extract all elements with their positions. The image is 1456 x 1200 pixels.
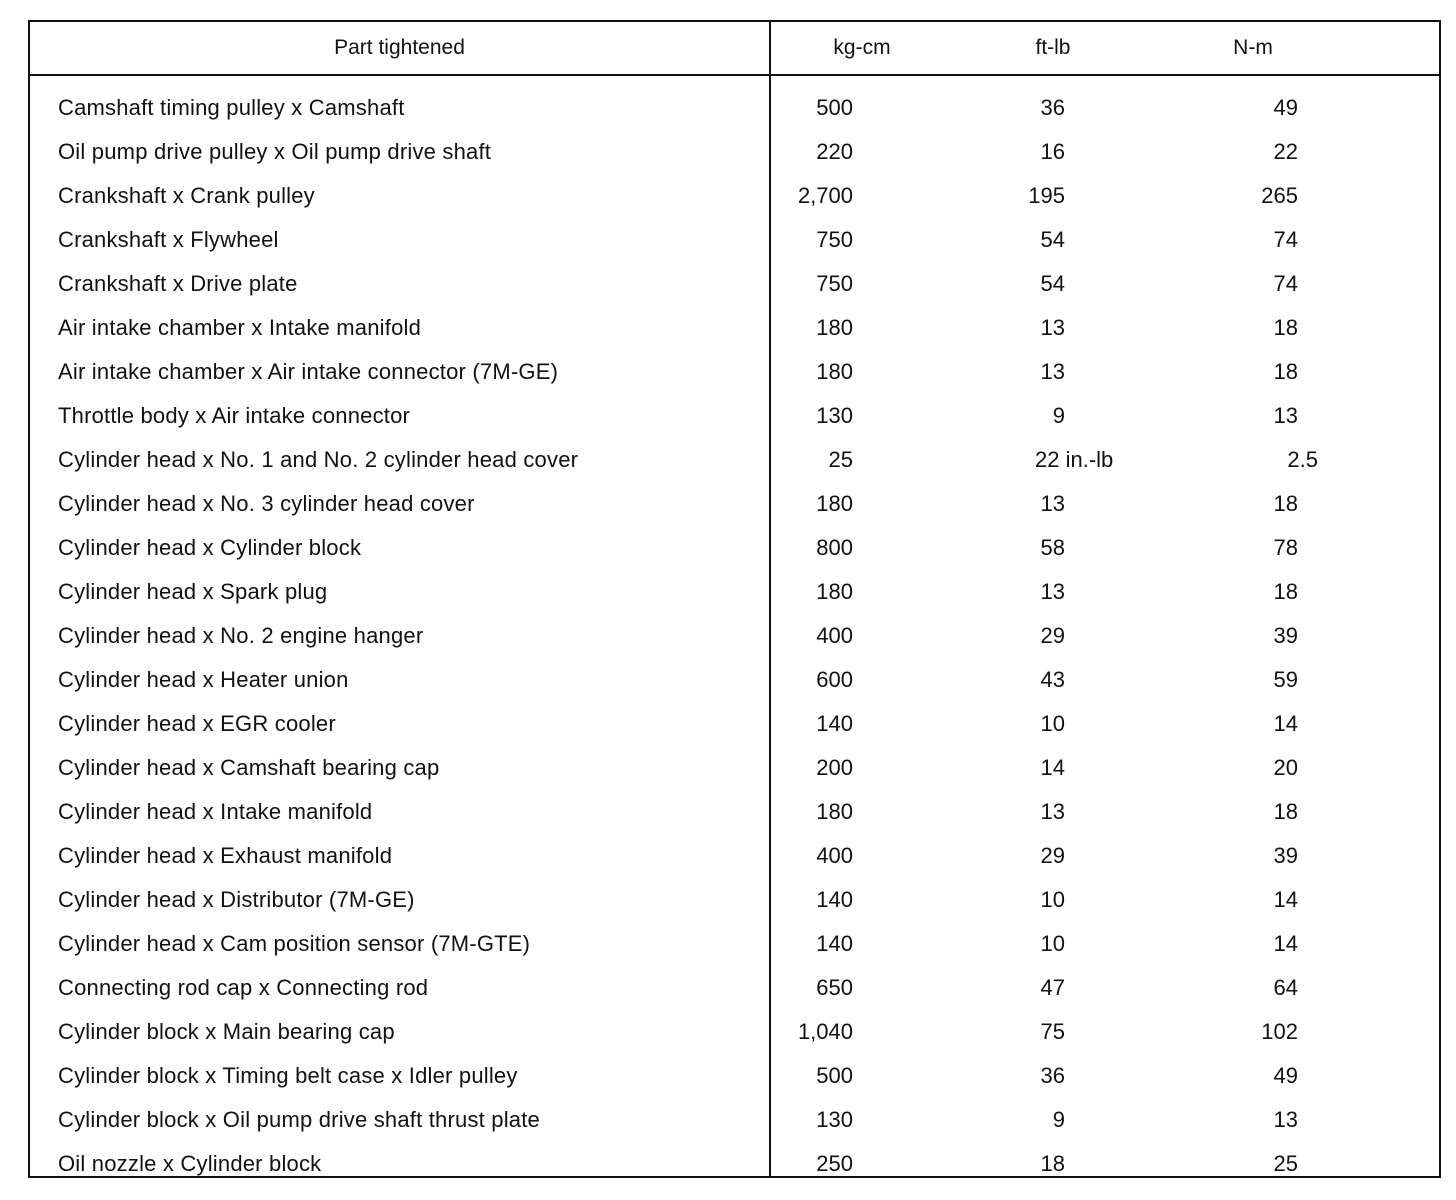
table-row	[30, 790, 1439, 834]
table-row	[30, 746, 1439, 790]
part-tightened-cell: Connecting rod cap x Connecting rod	[58, 975, 429, 1000]
n-m-cell: 20	[1273, 755, 1298, 780]
table-row	[30, 1010, 1439, 1054]
table-row	[30, 526, 1439, 570]
n-m-cell: 14	[1273, 931, 1298, 956]
ft-lb-cell: 9	[1052, 1107, 1065, 1132]
ft-lb-cell: 10	[1040, 931, 1065, 956]
part-tightened-cell: Oil pump drive pulley x Oil pump drive shaft	[58, 139, 492, 164]
header-n-m: N-m	[1233, 36, 1273, 59]
kg-cm-cell: 180	[816, 579, 853, 604]
header-divider	[30, 74, 1439, 76]
n-m-cell: 39	[1273, 623, 1298, 648]
ft-lb-cell: 9	[1052, 403, 1065, 428]
kg-cm-cell: 800	[816, 535, 853, 560]
kg-cm-cell: 2,700	[797, 183, 853, 208]
part-tightened-cell: Cylinder head x Cylinder block	[58, 535, 362, 560]
part-tightened-cell: Cylinder head x No. 1 and No. 2 cylinder head cover	[58, 447, 579, 472]
ft-lb-cell: 58	[1040, 535, 1065, 560]
part-tightened-cell: Cylinder block x Main bearing cap	[58, 1019, 395, 1044]
part-tightened-cell: Camshaft timing pulley x Camshaft	[58, 95, 405, 120]
table-row	[30, 834, 1439, 878]
header-kg-cm: kg-cm	[833, 36, 891, 59]
part-tightened-cell: Cylinder head x Cam position sensor (7M-GTE)	[58, 931, 531, 956]
kg-cm-cell: 130	[816, 1107, 853, 1132]
ft-lb-cell: 47	[1040, 975, 1065, 1000]
part-tightened-cell: Cylinder block x Oil pump drive shaft thrust plate	[58, 1107, 540, 1132]
kg-cm-cell: 180	[816, 359, 853, 384]
ft-lb-cell: 13	[1040, 315, 1065, 340]
n-m-cell: 18	[1273, 315, 1298, 340]
table-row	[30, 306, 1439, 350]
part-tightened-cell: Cylinder head x Distributor (7M-GE)	[58, 887, 415, 912]
table-row	[30, 394, 1439, 438]
table-row	[30, 218, 1439, 262]
ft-lb-cell: 36	[1040, 95, 1065, 120]
kg-cm-cell: 220	[816, 139, 853, 164]
n-m-cell: 2.5	[1287, 447, 1318, 472]
ft-lb-cell: 10	[1040, 711, 1065, 736]
part-tightened-cell: Air intake chamber x Air intake connector (7M-GE)	[58, 359, 559, 384]
n-m-cell: 14	[1273, 711, 1298, 736]
table-row	[30, 966, 1439, 1010]
kg-cm-cell: 600	[816, 667, 853, 692]
part-tightened-cell: Air intake chamber x Intake manifold	[58, 315, 422, 340]
n-m-cell: 13	[1273, 1107, 1298, 1132]
ft-lb-cell: 29	[1040, 623, 1065, 648]
n-m-cell: 102	[1261, 1019, 1298, 1044]
header-ft-lb: ft-lb	[1035, 36, 1071, 59]
ft-lb-cell: 10	[1040, 887, 1065, 912]
kg-cm-cell: 140	[816, 711, 853, 736]
kg-cm-cell: 180	[816, 799, 853, 824]
table-row	[30, 174, 1439, 218]
part-tightened-cell: Throttle body x Air intake connector	[58, 403, 411, 428]
n-m-cell: 18	[1273, 799, 1298, 824]
table-row	[30, 1098, 1439, 1142]
part-tightened-cell: Cylinder block x Timing belt case x Idler pulley	[58, 1063, 518, 1088]
ft-lb-cell: 13	[1040, 359, 1065, 384]
table-row	[30, 1142, 1439, 1186]
kg-cm-cell: 180	[816, 491, 853, 516]
ft-lb-cell: 43	[1040, 667, 1065, 692]
ft-lb-cell: 18	[1040, 1151, 1065, 1176]
n-m-cell: 78	[1273, 535, 1298, 560]
part-tightened-cell: Oil nozzle x Cylinder block	[58, 1151, 322, 1176]
kg-cm-cell: 130	[816, 403, 853, 428]
table-row	[30, 438, 1439, 482]
part-tightened-cell: Cylinder head x No. 2 engine hanger	[58, 623, 424, 648]
ft-lb-cell: 75	[1040, 1019, 1065, 1044]
kg-cm-cell: 140	[816, 931, 853, 956]
part-tightened-cell: Cylinder head x Camshaft bearing cap	[58, 755, 440, 780]
kg-cm-cell: 400	[816, 623, 853, 648]
table-row	[30, 922, 1439, 966]
kg-cm-cell: 180	[816, 315, 853, 340]
n-m-cell: 14	[1273, 887, 1298, 912]
ft-lb-cell: 195	[1028, 183, 1065, 208]
table-row	[30, 482, 1439, 526]
kg-cm-cell: 500	[816, 95, 853, 120]
ft-lb-cell: 16	[1040, 139, 1065, 164]
table-row	[30, 614, 1439, 658]
ft-lb-cell: 36	[1040, 1063, 1065, 1088]
n-m-cell: 49	[1273, 1063, 1298, 1088]
ft-lb-cell: 54	[1040, 227, 1065, 252]
part-tightened-cell: Cylinder head x Exhaust manifold	[58, 843, 393, 868]
n-m-cell: 25	[1273, 1151, 1298, 1176]
n-m-cell: 13	[1273, 403, 1298, 428]
table-row	[30, 130, 1439, 174]
ft-lb-cell: 14	[1040, 755, 1065, 780]
n-m-cell: 22	[1273, 139, 1298, 164]
ft-lb-cell: 13	[1040, 579, 1065, 604]
table-row	[30, 702, 1439, 746]
table-row	[30, 658, 1439, 702]
part-tightened-cell: Crankshaft x Drive plate	[58, 271, 298, 296]
kg-cm-cell: 500	[816, 1063, 853, 1088]
n-m-cell: 18	[1273, 359, 1298, 384]
header-part-tightened: Part tightened	[334, 36, 465, 59]
n-m-cell: 74	[1273, 227, 1298, 252]
part-tightened-cell: Crankshaft x Crank pulley	[58, 183, 315, 208]
ft-lb-cell: 13	[1040, 491, 1065, 516]
torque-table	[28, 20, 1441, 1178]
part-tightened-cell: Cylinder head x EGR cooler	[58, 711, 336, 736]
n-m-cell: 74	[1273, 271, 1298, 296]
part-tightened-cell: Cylinder head x Spark plug	[58, 579, 328, 604]
kg-cm-cell: 650	[816, 975, 853, 1000]
ft-lb-cell: 13	[1040, 799, 1065, 824]
table-row	[30, 570, 1439, 614]
ft-lb-cell: 54	[1040, 271, 1065, 296]
kg-cm-cell: 25	[828, 447, 853, 472]
kg-cm-cell: 750	[816, 271, 853, 296]
part-tightened-cell: Crankshaft x Flywheel	[58, 227, 279, 252]
ft-lb-cell: 22 in.-lb	[1035, 447, 1114, 472]
n-m-cell: 265	[1261, 183, 1298, 208]
n-m-cell: 39	[1273, 843, 1298, 868]
part-tightened-cell: Cylinder head x Heater union	[58, 667, 349, 692]
table-row	[30, 262, 1439, 306]
kg-cm-cell: 250	[816, 1151, 853, 1176]
n-m-cell: 18	[1273, 579, 1298, 604]
n-m-cell: 18	[1273, 491, 1298, 516]
kg-cm-cell: 140	[816, 887, 853, 912]
part-tightened-cell: Cylinder head x No. 3 cylinder head cover	[58, 491, 475, 516]
table-row	[30, 878, 1439, 922]
kg-cm-cell: 200	[816, 755, 853, 780]
table-row	[30, 86, 1439, 130]
table-row	[30, 1054, 1439, 1098]
n-m-cell: 59	[1273, 667, 1298, 692]
n-m-cell: 64	[1273, 975, 1298, 1000]
kg-cm-cell: 750	[816, 227, 853, 252]
kg-cm-cell: 1,040	[797, 1019, 853, 1044]
n-m-cell: 49	[1273, 95, 1298, 120]
table-row	[30, 350, 1439, 394]
part-tightened-cell: Cylinder head x Intake manifold	[58, 799, 373, 824]
ft-lb-cell: 29	[1040, 843, 1065, 868]
kg-cm-cell: 400	[816, 843, 853, 868]
table-body	[30, 86, 1439, 1186]
